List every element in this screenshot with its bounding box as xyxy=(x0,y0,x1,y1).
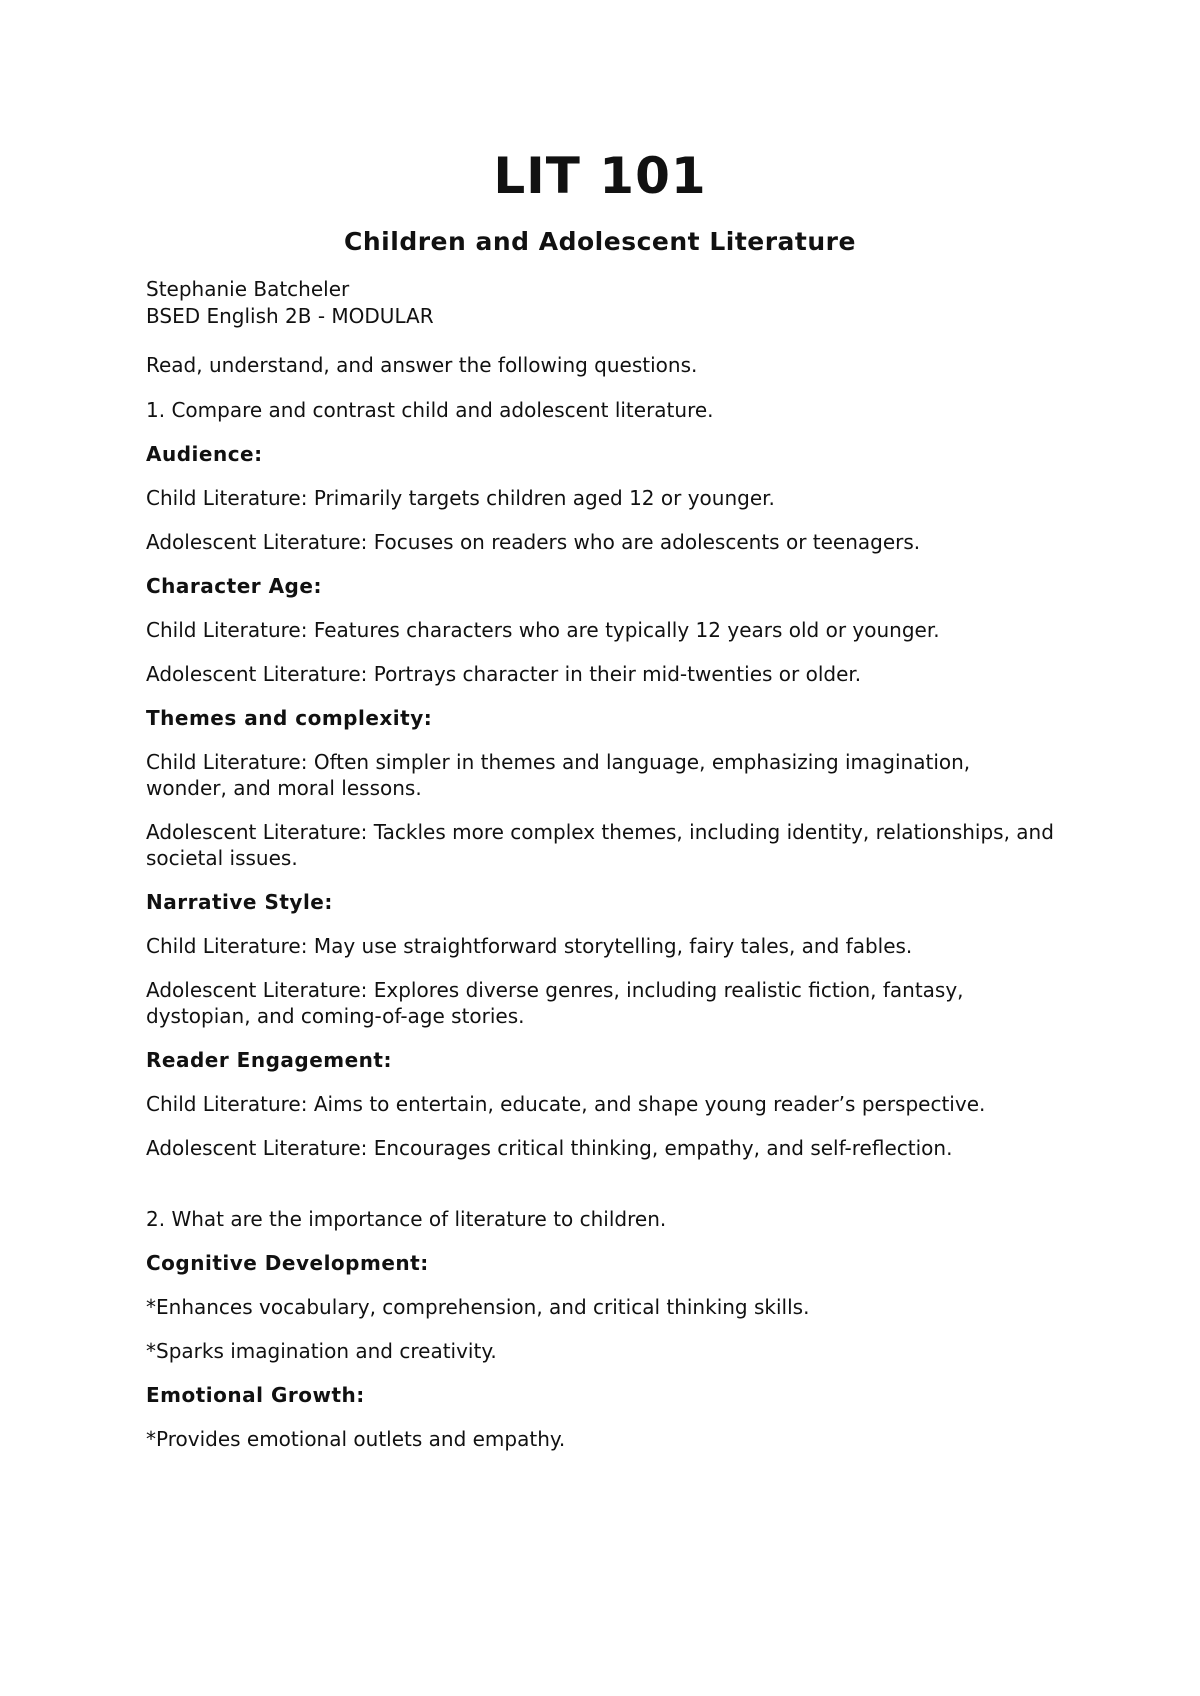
section-heading: Themes and complexity: xyxy=(146,706,433,730)
section-heading: Cognitive Development: xyxy=(146,1251,429,1275)
blank-line xyxy=(146,1161,1054,1206)
q2-section-cognitive xyxy=(146,1250,1054,1364)
child-literature-text: Child Literature: Features characters who are typically 12 years old or younger. xyxy=(146,618,940,642)
adolescent-literature-text: Adolescent Literature: Focuses on readers who are adolescents or teenagers. xyxy=(146,530,921,554)
list-item: *Sparks imagination and creativity. xyxy=(146,1339,497,1363)
question-2: 2. What are the importance of literature to children. xyxy=(146,1207,667,1231)
child-literature-text: Child Literature: Aims to entertain, educate, and shape young reader’s perspective. xyxy=(146,1092,986,1116)
author-block xyxy=(146,276,1054,330)
child-literature-text: Child Literature: Often simpler in themes and language, emphasizing imagination, wonder, and moral lessons. xyxy=(146,750,971,800)
q2-section-emotional xyxy=(146,1382,1054,1452)
list-item: *Provides emotional outlets and empathy. xyxy=(146,1427,566,1451)
document-subtitle: Children and Adolescent Literature xyxy=(344,227,856,256)
section-heading: Reader Engagement: xyxy=(146,1048,392,1072)
course-name: BSED English 2B - MODULAR xyxy=(146,304,434,328)
section-heading: Character Age: xyxy=(146,574,322,598)
adolescent-literature-text: Adolescent Literature: Portrays character in their mid-twenties or older. xyxy=(146,662,862,686)
q1-section-character-age xyxy=(146,573,1054,687)
document-title: LIT 101 xyxy=(493,147,707,205)
section-heading: Audience: xyxy=(146,442,263,466)
instruction-text: Read, understand, and answer the following questions. xyxy=(146,353,698,377)
list-item: *Enhances vocabulary, comprehension, and critical thinking skills. xyxy=(146,1295,810,1319)
section-heading: Narrative Style: xyxy=(146,890,333,914)
adolescent-literature-text: Adolescent Literature: Tackles more complex themes, including identity, relationships, and societal issues. xyxy=(146,820,1054,870)
adolescent-literature-text: Adolescent Literature: Explores diverse genres, including realistic fiction, fantasy, dystopian, and coming-of-age stories. xyxy=(146,978,964,1028)
author-name: Stephanie Batcheler xyxy=(146,277,350,301)
question-1: 1. Compare and contrast child and adolescent literature. xyxy=(146,398,714,422)
adolescent-literature-text: Adolescent Literature: Encourages critical thinking, empathy, and self-reflection. xyxy=(146,1136,953,1160)
child-literature-text: Child Literature: Primarily targets children aged 12 or younger. xyxy=(146,486,775,510)
child-literature-text: Child Literature: May use straightforward storytelling, fairy tales, and fables. xyxy=(146,934,913,958)
q1-section-audience xyxy=(146,441,1054,555)
q1-section-themes xyxy=(146,705,1054,871)
q1-section-reader-engagement xyxy=(146,1047,1054,1161)
section-heading: Emotional Growth: xyxy=(146,1383,365,1407)
q1-section-narrative-style xyxy=(146,889,1054,1029)
